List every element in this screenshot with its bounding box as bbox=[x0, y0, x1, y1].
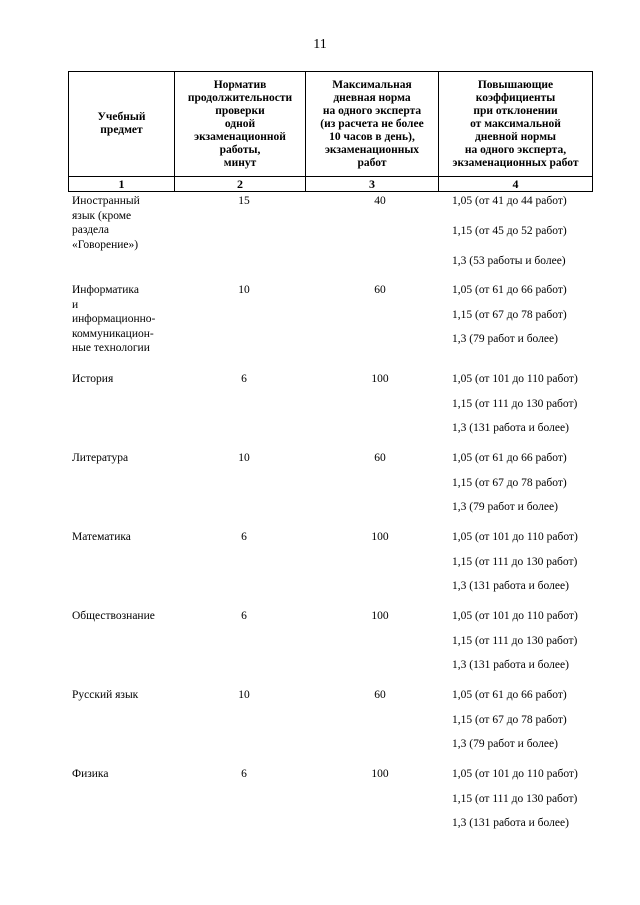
header-check-duration: Норматив продолжительности проверки одной экзаменационной работы, минут bbox=[175, 72, 306, 177]
check-duration: 10 bbox=[238, 284, 250, 296]
subject-name: Литература bbox=[72, 452, 129, 464]
header-coefficients: Повышающие коэффициенты при отклонении от максимальной дневной нормы на одного эксперта, экзаменационных работ bbox=[439, 72, 593, 177]
subject-name: История bbox=[72, 373, 114, 385]
coefficient: 1,15 (от 111 до 130 работ) bbox=[452, 555, 578, 568]
coefficient: 1,3 (79 работ и более) bbox=[452, 501, 558, 513]
coefficient: 1,05 (от 61 до 66 работ) bbox=[452, 689, 567, 701]
coefficient-list bbox=[452, 372, 622, 446]
max-daily-norm: 60 bbox=[374, 284, 386, 296]
coefficient-list bbox=[452, 609, 622, 683]
coefficient: 1,05 (от 101 до 110 работ) bbox=[452, 768, 578, 780]
coefficient: 1,05 (от 61 до 66 работ) bbox=[452, 284, 567, 296]
max-daily-norm: 100 bbox=[371, 531, 389, 543]
subject-name: Русский язык bbox=[72, 689, 139, 701]
coefficient: 1,3 (131 работа и более) bbox=[452, 817, 569, 829]
header-subject: Учебный предмет bbox=[69, 72, 175, 177]
coefficient: 1,3 (131 работа и более) bbox=[452, 659, 569, 671]
subject-name: Иностранный язык (кроме раздела «Говорение») bbox=[72, 195, 140, 251]
coefficient-list bbox=[452, 283, 622, 357]
coefficient: 1,05 (от 101 до 110 работ) bbox=[452, 610, 578, 622]
coefficient-list bbox=[452, 530, 622, 604]
coefficient: 1,15 (от 67 до 78 работ) bbox=[452, 713, 567, 726]
max-daily-norm: 40 bbox=[374, 195, 386, 207]
max-daily-norm: 100 bbox=[371, 768, 389, 780]
coefficient: 1,05 (от 101 до 110 работ) bbox=[452, 373, 578, 385]
check-duration: 10 bbox=[238, 452, 250, 464]
max-daily-norm: 60 bbox=[374, 689, 386, 701]
coefficient: 1,15 (от 67 до 78 работ) bbox=[452, 308, 567, 321]
subject-name: Обществознание bbox=[72, 610, 155, 622]
coefficient-list bbox=[452, 767, 622, 841]
coefficient: 1,15 (от 111 до 130 работ) bbox=[452, 397, 578, 410]
check-duration: 6 bbox=[241, 610, 247, 622]
coefficient: 1,05 (от 41 до 44 работ) bbox=[452, 195, 567, 207]
check-duration: 10 bbox=[238, 689, 250, 701]
coefficient: 1,3 (79 работ и более) bbox=[452, 333, 558, 345]
column-number: 1 bbox=[69, 177, 175, 192]
subject-name: Физика bbox=[72, 768, 109, 780]
column-number: 4 bbox=[439, 177, 593, 192]
subject-name: Информатика и информационно- коммуникацион- ные технологии bbox=[72, 284, 156, 354]
column-number: 3 bbox=[306, 177, 439, 192]
coefficient: 1,15 (от 67 до 78 работ) bbox=[452, 476, 567, 489]
coefficient: 1,15 (от 45 до 52 работ) bbox=[452, 225, 567, 237]
check-duration: 6 bbox=[241, 531, 247, 543]
table-header bbox=[68, 71, 593, 192]
coefficient: 1,05 (от 101 до 110 работ) bbox=[452, 531, 578, 543]
coefficient: 1,15 (от 111 до 130 работ) bbox=[452, 634, 578, 647]
check-duration: 6 bbox=[241, 373, 247, 385]
coefficient: 1,05 (от 61 до 66 работ) bbox=[452, 452, 567, 464]
page-number: 11 bbox=[313, 37, 327, 52]
coefficient: 1,3 (131 работа и более) bbox=[452, 580, 569, 592]
check-duration: 15 bbox=[238, 195, 250, 207]
coefficient: 1,3 (131 работа и более) bbox=[452, 422, 569, 434]
max-daily-norm: 100 bbox=[371, 610, 389, 622]
subject-name: Математика bbox=[72, 531, 131, 543]
column-number: 2 bbox=[175, 177, 306, 192]
coefficient-list bbox=[452, 194, 622, 279]
max-daily-norm: 100 bbox=[371, 373, 389, 385]
max-daily-norm: 60 bbox=[374, 452, 386, 464]
header-max-daily-norm: Максимальная дневная норма на одного эксперта (из расчета не более 10 часов в день), экзаменационных работ bbox=[306, 72, 439, 177]
coefficient: 1,3 (79 работ и более) bbox=[452, 738, 558, 750]
check-duration: 6 bbox=[241, 768, 247, 780]
coefficient: 1,15 (от 111 до 130 работ) bbox=[452, 792, 578, 805]
coefficient-list bbox=[452, 451, 622, 525]
coefficient-list bbox=[452, 688, 622, 762]
coefficient: 1,3 (53 работы и более) bbox=[452, 255, 566, 267]
